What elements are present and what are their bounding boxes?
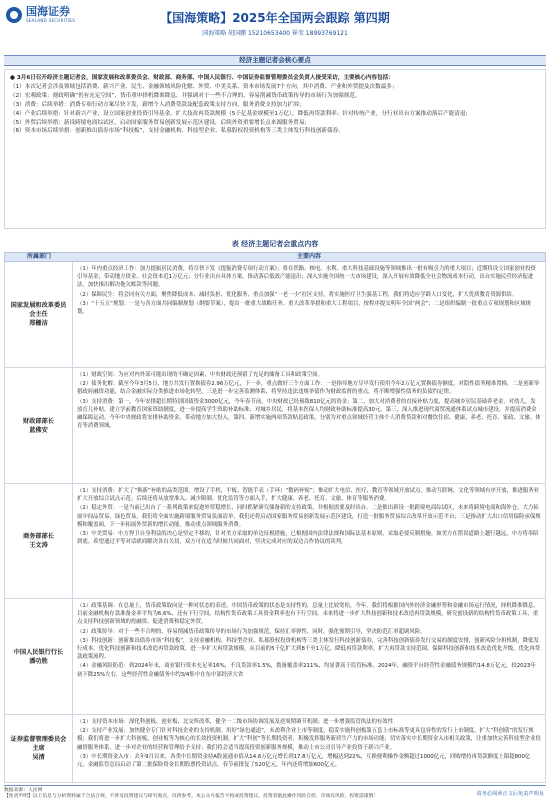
table-row [4, 368, 546, 484]
summary-item: （4）产业后续举措：针对新兴产业，设立国家创业投资引导基金，扩大技改再贷款规模（5千亿基金规模至1万亿），降低再贷款利率；针对传统产业，分行业出台方案推动落后产能清退； [10, 110, 471, 117]
row-content [73, 484, 545, 598]
row-paragraph: （3）“十五五”规划：一是与各方面共同编制规划（纲要草案），提出一批重大战略任务、重大改革举措和重大工程项目，按程序提交明年全国“两会”；二是组织编制一批重点专项规划和区域规划。 [77, 300, 531, 316]
summary-item: （5）外贸后续举措：新设跨境电商综试区，启动国家服务贸易创新发展示范区建设，后续外资重要增长点来源服务贸易； [10, 119, 311, 126]
row-paragraph: （2）稳定外贸：一是当前已出台了一系列政策来促进外贸稳增长，同时抓紧研究储备新的支持政策，并根据需要及时出台。二是推出新设一批跨境电商综试区，未来将跨境电商和海外仓，大力拓展中间品贸易、绿色贸易，我们将全面实施跨境服务贸易负面清单，我们还将启动国家服务贸易创新发展示范区建设，打造一批服务贸易综合改革开放示范平台；三是推动扩大出口信用保险承保规模和覆盖面，下一步拓展外贸新的增长动能，推动重点领域服务消费。 [77, 505, 541, 528]
footer-note: 请务必阅读正文后免责声明及 [476, 791, 544, 797]
table-row [4, 599, 546, 715]
row-paragraph: （2）保障民生：将会同有关方面，聚焦降低成本、减轻负担、优化服务，重点加强“一老一小”社区支持，将实施医疗卫生强基工程，我们将适应学龄人口变化，扩大优质教育资源供给。 [77, 291, 518, 298]
footer [4, 785, 546, 805]
summary-box [4, 69, 546, 229]
row-paragraph: （3）科技创新：创新推出债券市场“科技板”，支持金融机构、科技型企业、私募股权投资机构等三类主体发行科技创新债券，完善科技创新债券发行交易的制度安排，创新风险分担机制，降低发行成本。优化科技创新和技术改造再贷款政策，进一步扩大再贷款规模，从目前的5千亿扩大到8千至1万亿，降低再贷款利率，扩大再贷款支持范围，保障科技创新和技术改造优化升级，优化再贷款政策流程。 [77, 637, 541, 661]
summary-item: （1）本次记者会涉及领域包括消费、新兴产业、民生、金融领域风险化解、外贸、中美关系、资本市场发展7个方向，其中消费、产业和外贸提及次数最多； [10, 83, 398, 90]
row-content [73, 599, 545, 714]
summary-item: （2）宏观政策：财政明确“仍有充足空间”，货币重申择机降准降息，并强调对于一些不合理的、容易削减货币政策传导的市场行为加强规范。 [10, 92, 361, 99]
row-dept: 商务部部长 王文涛 [5, 484, 73, 598]
table-row [4, 715, 546, 783]
row-dept: 中国人民银行行长 潘功胜 [5, 599, 73, 714]
row-dept: 国家发展和改革委员会主任 郑栅洁 [5, 262, 73, 367]
row-content [73, 368, 545, 483]
row-dept: 财政部部长 蓝佛安 [5, 368, 73, 483]
row-paragraph: （1）支持资本市场：深化科创板、创业板、北交所改革，健全一二级市场协调发展及逆周期调节机制；进一步增强监管执法的有效性 [77, 719, 394, 725]
row-dept: 证券监督管理委员会主席 吴清 [5, 715, 73, 782]
authors-line: 国海策略 胡国鹏 15210653400 崔莹 18993769121 [202, 30, 348, 37]
row-paragraph: （3）中美贸易：中方捍卫自身利益的决心是坚定不移的，针对美方采取的单边征税措施，已根据国内法律法规和国际法基本原则，采取必要反制措施。如美方在错误道路上越行越远，中方将奉陪到底。希望通过平等对话磋商解决各自关切，双方可在适当时候共同面对，坚决完成对应的双边合作协议的谈判。 [77, 531, 539, 546]
row-content [73, 715, 545, 782]
row-paragraph: （3）支持消费：第一，今年安排超长期特别国债资金3000亿元，今年春节前，中央财政已经预拨810亿元的资金；第二，加大对消费者的直接补贴力度，提高城乡居民基础养老金，对幼儿，发放育儿补贴，建立学前教育国家资助制度，进一步提高学生资助补助标准；对城乡居民，将基本医保人均财政补助标准提高30元，第三，深入推进现代商贸流通体系试点城市建设，并提高消费金融保障运动。今年中央财政将安排补助资金，带动地方加大投入。第四，新增实施两项贷款贴息政策，分别为对重点领域经营主体个人消费贷款和对餐饮住宿、健康、养老、托育、家政、文旅、体育等消费领域。 [77, 398, 541, 430]
row-paragraph: （1）财政空间：为应对内外部可能出现的不确定因素，中央财政还预留了充足的储备工具和政策空间。 [77, 372, 324, 378]
summary-item: （6）资本市场后续举措：创新推出债券市场“科技板”，支持金融机构、科技型企业、私募股权投资机构等三类主体发行科技创新债券。 [10, 128, 344, 135]
summary-lead: ● 3月6日召开经济主题记者会，国家发展和改革委员会、财政部、商务部、中国人民银行、中国证券监督管理委员会负责人接受采访，主要核心内容包括： [10, 75, 394, 81]
table-row [4, 262, 546, 368]
row-content [73, 262, 545, 367]
row-paragraph: （1）支持消费：扩大了“换新”补贴的品类范围，增设了手机、平板、智能手表（手环）“数码补贴”；推动扩大电信、医疗、教育等领域开放试点，推动互联网、文化等领域有序开放，推进服务业扩大开放综合试点示范；后续还将从放宽准入、减少限制、优化监管等方面入手，扩大健康、养老、托育、文旅、体育等服务消费。 [77, 488, 540, 503]
summary-item: （3）消费：后续举措：消费专项行动方案尽快下发，新增个人消费贷款及配套政策支持方向，服务消费支持加力扩围； [10, 101, 305, 108]
table-header [4, 252, 546, 262]
table-row [4, 484, 546, 599]
row-paragraph: （2）债务化解：截至今年3月5日，地方共发行置换债券2.96万亿元，下一步，重点做好三个方面工作：一是指导地方尽早发行使用今年2万亿元置换债券额度，对隐性债务精准置换，二是创新举措政府融资功能，结合金融实际分类推进市场化转型。三是进一步完善监测体系，将坚持违法违规举债作为财政监督的重点，将不断增强性债务的负债约定律。 [77, 381, 540, 396]
col-header-dept: 所属部门 [26, 253, 51, 260]
footer-disclaimer: 【免责声明】以上信息与分析资料属于合法合规，不涉及投资建议与研究观点，仅供参考。本公众号报告不构成投资建议，投资者据此操作风险自担，市场有风险，投资需谨慎！ [4, 794, 379, 800]
row-paragraph: （3）中长期资金入市：去年9月以来，各类中长期资金持A股流通市值从14.6万亿元增长到17.8万亿元，增幅达到22%，互换便利操作金额超过1000亿元，回购增持再贷款额度上限超800亿元，金融监管总局启动了第二批保险资金长期股票投资试点，春节前批复了520亿元，年内还将增加600亿元。 [77, 753, 531, 769]
row-paragraph: （4）金融风险防范：到2024年末，商业银行资本充足率16%，不良贷款率1.5%，拨备覆盖率211%，均显著高于监管标准。2024年，融资平台经营性金融债务规模约14.8万亿元，较2023年初下降25%左右，这些经营性金融债务中约3/4集中在东中部经济大省 [77, 663, 536, 678]
table-title: 表 经济主题记者会重点内容 [231, 240, 319, 248]
summary-section-title: 经济主题记者会核心要点 [4, 55, 546, 66]
row-paragraph: （1）政策基调：在总量上，货币政策取向是一种对状态的表述。中国货币政策的状态是支持性的，总量上比较宽松。今年，我们将根据国内外经济金融形势和金融市场运行情况，择机降准降息，目前金融机构存款准备金率平均为6.6%，还有下行空间，结构性货币政策工具资金利率也有下行空间。未来将进一步扩大科技创新和技术改造再贷款规模，研究创设新的结构性货币政策工具，重点支持科技创新领域的投融资、促进消费和稳定外贸。 [77, 603, 539, 626]
footer-source: 数据来源：人民网 [4, 788, 43, 793]
col-header-content: 主要内容 [296, 253, 321, 260]
row-paragraph: （1）年内重点经济工作：加力提振居民消费，将尽快下发《提振消费专项行动方案》；将在铁路、核电、水利、重大科技基础设施等领域推出一批有吸引力的重大项目；近期将设立国家创业投资引导基金，带动地方资金、社会资本近1万亿元；分行业出台具体方案，推动落后低效产能退出；深入实施全国统一大市场建设，深入开展有效降低全社会物流成本行动，出台实施民营经济促进法，加快推出解决拖欠账款等问题。 [77, 266, 536, 289]
row-paragraph: （2）政策传导：对于一些不合理的、容易削减货币政策传导的市场行为加强规范，保持汇率弹性，同时，强化预期引导，坚决防范汇率超调风险。 [77, 628, 426, 635]
logo-name: 国海证券 [26, 5, 70, 18]
page-title: 【国海策略】2025年全国两会跟踪 第四期 [160, 11, 390, 25]
header [0, 0, 550, 44]
row-paragraph: （2）支持产业发展：加快健全专门针对科技企业的支持机制。用好“绿色通道”，未盈利企业上市等制度，稳妥实施科创板第五套上市标准等更具包容性的发行上市制度，扩大“科创债”的发行规模；我们将进一步扩大科创板，创业板等为核心的长效投资机制，扩大“科创”等长期投资者，积极发挥服务新质生产力的市场功能；切实落实中长期资金入市相关政策，注重加快完善科技型企业投融资服务体系，进一步对企业的经营和管理给予支持；我们将会适当提高投资创新服务规模，推动上市公司引导产业投资于新兴产业。 [77, 728, 541, 751]
logo-name-en: SEALAND SECURITIES [26, 18, 76, 23]
